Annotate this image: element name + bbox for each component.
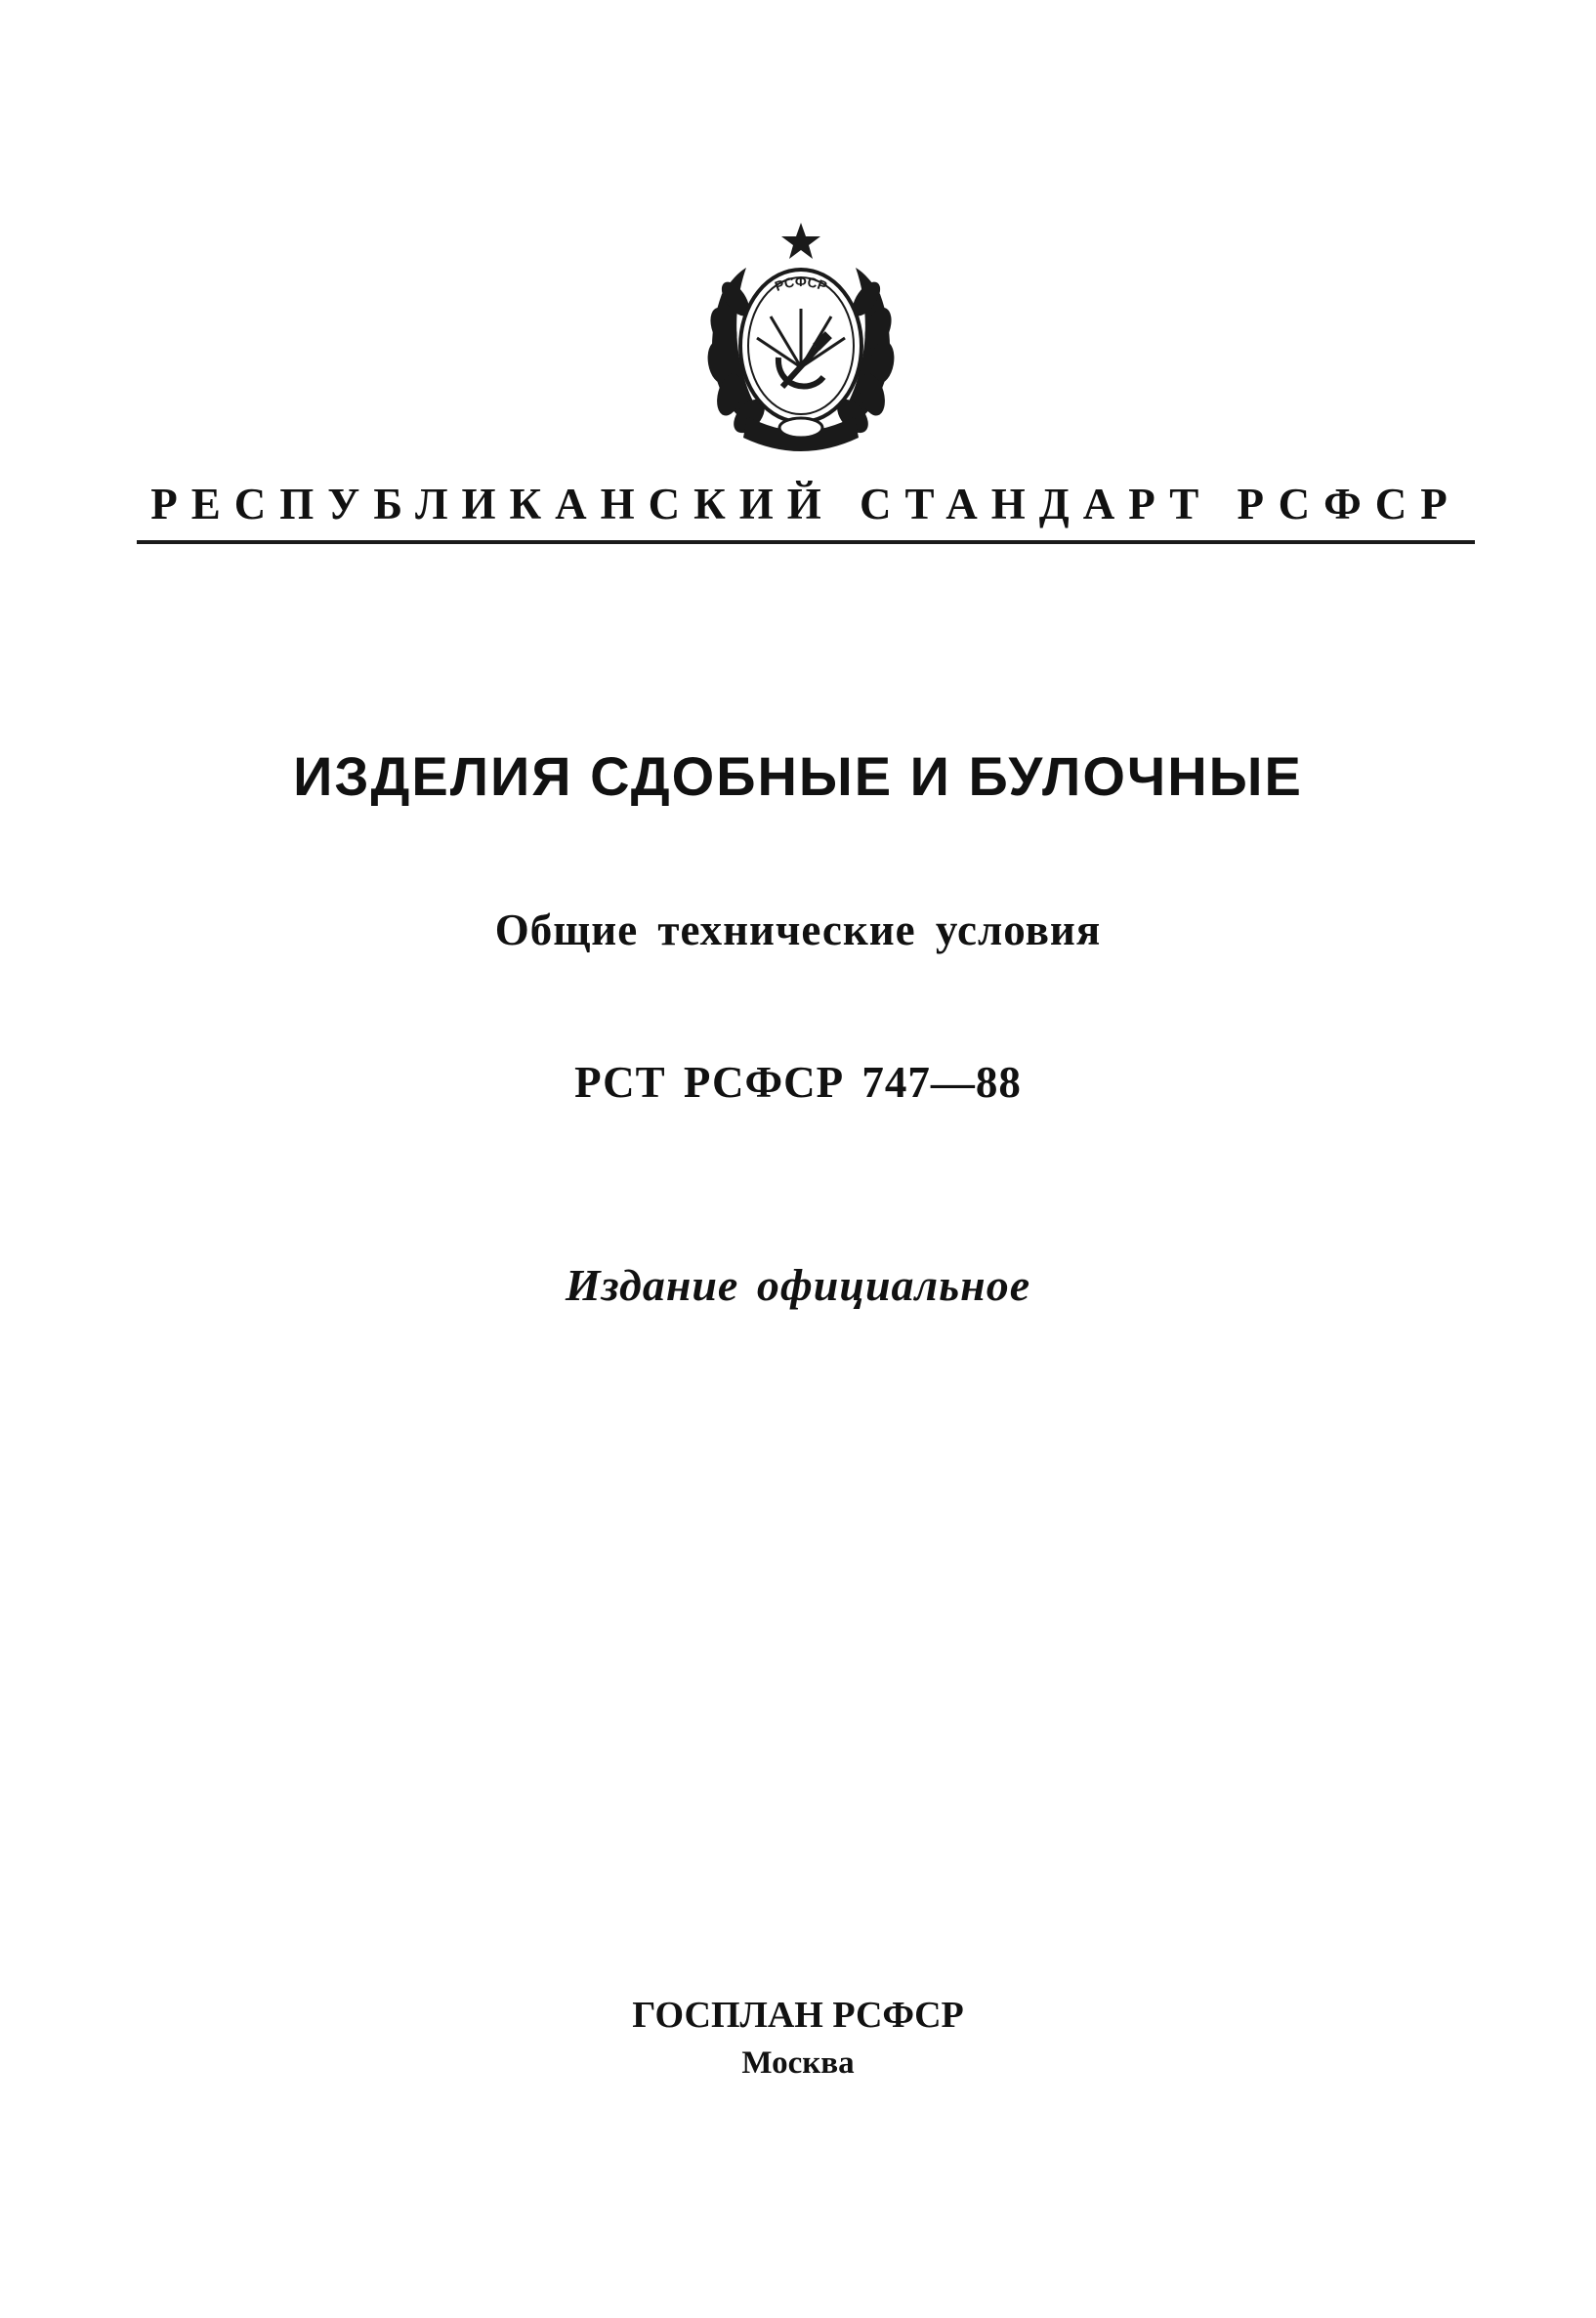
publisher-city: Москва	[741, 2045, 855, 2081]
document-title: ИЗДЕЛИЯ СДОБНЫЕ И БУЛОЧНЫЕ	[293, 745, 1303, 807]
svg-text:РСФСР: РСФСР	[772, 273, 829, 295]
standard-code: РСТ РСФСР 747—88	[574, 1058, 1022, 1107]
header-divider	[137, 540, 1475, 544]
rsfsr-coat-of-arms-icon	[693, 221, 909, 467]
document-subtitle: Общие технические условия	[494, 906, 1102, 954]
edition-label: Издание официальное	[565, 1260, 1031, 1310]
standard-header: РЕСПУБЛИКАНСКИЙ СТАНДАРТ РСФСР	[150, 480, 1461, 528]
publisher-name: ГОСПЛАН РСФСР	[632, 1995, 964, 2036]
